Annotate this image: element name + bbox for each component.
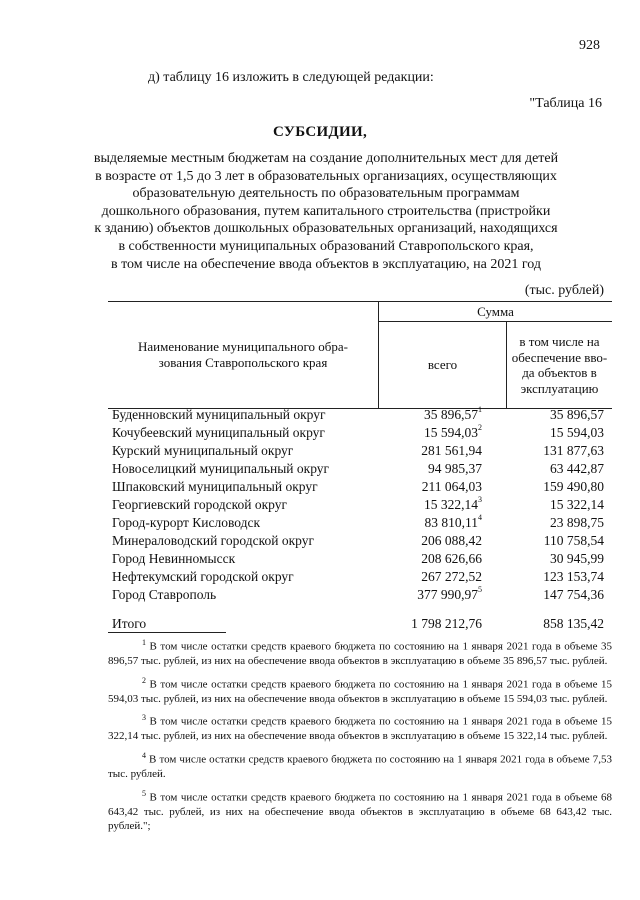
row-total: 15 594,03$^2$ [424, 422, 482, 440]
header-incl-line: обеспечение вво- [511, 349, 608, 365]
header-incl-line: да объектов в [522, 365, 597, 380]
table-row [108, 568, 612, 586]
footnote-text: В том числе остатки средств краевого бюджета по состоянию на 1 января 2021 года в объеме 15 322,14 тыс. рублей, из них на обеспечение ввода объектов в эксплуатацию в объеме 15 322,14 тыс. рублей. [108, 715, 612, 743]
row-incl: 159 490,80 [543, 479, 604, 494]
row-incl: 147 754,36 [543, 587, 604, 602]
row-total: 206 088,42 [421, 533, 482, 548]
row-total: 267 272,52 [421, 569, 482, 584]
row-total: 35 896,57$^1$ [424, 404, 482, 422]
row-incl: 123 153,74 [543, 569, 604, 584]
table-row [108, 586, 612, 604]
row-total: 208 626,66 [421, 551, 482, 566]
footnote-ref: 5 [478, 584, 482, 594]
row-name: Минераловодский городской округ [112, 533, 314, 548]
footnote-text: В том числе остатки средств краевого бюджета по состоянию на 1 января 2021 года в объеме 7,53 тыс. рублей. [108, 753, 612, 781]
row-incl: 15 322,14 [550, 497, 604, 512]
footnote-text: В том числе остатки средств краевого бюджета по состоянию на 1 января 2021 года в объеме 68 643,42 тыс. рублей, из них на обеспечение ввода объектов в эксплуатацию в объеме 68 643,42 тыс. рублей."; [108, 791, 612, 833]
total-sum: 1 798 212,76 [411, 616, 482, 631]
subtitle-line: в возрасте от 1,5 до 3 лет в образовательных организациях, осуществляющих [95, 168, 557, 184]
row-incl: 63 442,87 [550, 461, 604, 476]
table-row [108, 442, 612, 460]
table-row [108, 460, 612, 478]
table-row [108, 478, 612, 496]
footnote [108, 749, 612, 782]
total-incl: 858 135,42 [543, 616, 604, 631]
subtitle-line: выделяемые местным бюджетам на создание дополнительных мест для детей [93, 151, 559, 166]
subtitle-line: в собственности муниципальных образований Ставропольского края, [118, 238, 534, 254]
row-total: 281 561,94 [421, 443, 482, 458]
row-name: Город Невинномысск [112, 551, 236, 566]
footnote-number: 5 [142, 788, 146, 798]
subtitle-line: дошкольного образования, путем капитального строительства (пристройки [101, 203, 551, 219]
header-sum-cell: Сумма [379, 302, 613, 322]
footnote-ref: 4 [478, 512, 482, 522]
header-incl-line: в том числе на [519, 334, 600, 349]
row-name: Город-курорт Кисловодск [112, 515, 261, 530]
row-total: 211 064,03 [421, 479, 482, 494]
footnote-number: 3 [142, 713, 146, 723]
header-name-line: зования Ставропольского края [158, 355, 328, 370]
header-incl-cell [507, 322, 613, 409]
subtitle-line: в том числе на обеспечение ввода объектов в эксплуатацию, на 2021 год [111, 256, 541, 272]
header-total-cell: всего [379, 322, 507, 409]
footnote-number: 2 [142, 675, 146, 685]
table-row [108, 532, 612, 550]
footnote-text: В том числе остатки средств краевого бюджета по состоянию на 1 января 2021 года в объеме 15 594,03 тыс. рублей, из них на обеспечение ввода объектов в эксплуатацию в объеме 15 594,03 тыс. рублей. [108, 678, 612, 705]
footnote [108, 674, 612, 707]
table-row [108, 496, 612, 514]
row-incl: 23 898,75 [550, 515, 604, 530]
footnote-number: 1 [142, 638, 146, 647]
page-number: 928 [579, 38, 600, 53]
row-incl: 30 945,99 [550, 551, 604, 566]
footnote [108, 711, 612, 744]
document-subtitle [86, 150, 566, 273]
table-row [108, 406, 612, 424]
row-name: Буденновский муниципальный округ [112, 407, 326, 422]
footnote-text: В том числе остатки средств краевого бюджета по состоянию на 1 января 2021 года в объеме 35 896,57 тыс. рублей, из них на обеспечение ввода объектов в эксплуатацию в объеме 35 896,57 тыс. рублей. [108, 640, 612, 668]
row-total: 15 322,14$^3$ [424, 494, 482, 512]
footnote-ref: 1 [478, 404, 482, 414]
row-incl: 110 758,54 [543, 533, 604, 548]
subtitle-line: образовательную деятельность по образовательным программам [132, 186, 520, 202]
total-label: Итого [112, 616, 147, 631]
row-incl: 131 877,63 [543, 443, 604, 458]
row-total: 83 810,11$^4$ [424, 512, 482, 530]
units-label: (тыс. рублей) [524, 283, 604, 298]
header-name-cell [108, 302, 379, 409]
total-row [108, 615, 612, 633]
row-incl: 15 594,03 [550, 425, 604, 440]
row-name: Курский муниципальный округ [112, 443, 294, 458]
row-total: 94 985,37 [428, 461, 482, 476]
footnote-ref: 3 [478, 494, 482, 504]
footnote [108, 636, 612, 669]
row-name: Новоселицкий муниципальный округ [112, 461, 330, 476]
document-title: СУБСИДИИ, [272, 124, 368, 140]
footnote-ref: 2 [478, 422, 482, 432]
row-name: Шпаковский муниципальный округ [112, 479, 318, 494]
header-incl-line: эксплуатацию [520, 380, 599, 396]
table-row [108, 424, 612, 442]
table-row [108, 514, 612, 532]
row-name: Город Ставрополь [112, 587, 217, 602]
table-body [108, 406, 612, 633]
footnote-number: 4 [142, 750, 146, 760]
table-label: "Таблица 16 [529, 96, 602, 111]
row-name: Георгиевский городской округ [112, 497, 288, 512]
subtitle-line: к зданию) объектов дошкольных образовательных организаций, находящихся [94, 221, 558, 237]
row-name: Кочубеевский муниципальный округ [112, 425, 325, 440]
footnote [108, 787, 612, 834]
header-name-line: Наименование муниципального обра- [138, 339, 348, 354]
row-total: 377 990,97$^5$ [417, 584, 482, 602]
amendment-instruction: д) таблицу 16 изложить в следующей редакции: [148, 70, 434, 85]
row-name: Нефтекумский городской округ [112, 569, 294, 584]
table-header [108, 301, 612, 409]
footnotes [108, 636, 612, 839]
footnote-divider [108, 632, 226, 633]
table-row [108, 550, 612, 568]
row-incl: 35 896,57 [550, 407, 604, 422]
